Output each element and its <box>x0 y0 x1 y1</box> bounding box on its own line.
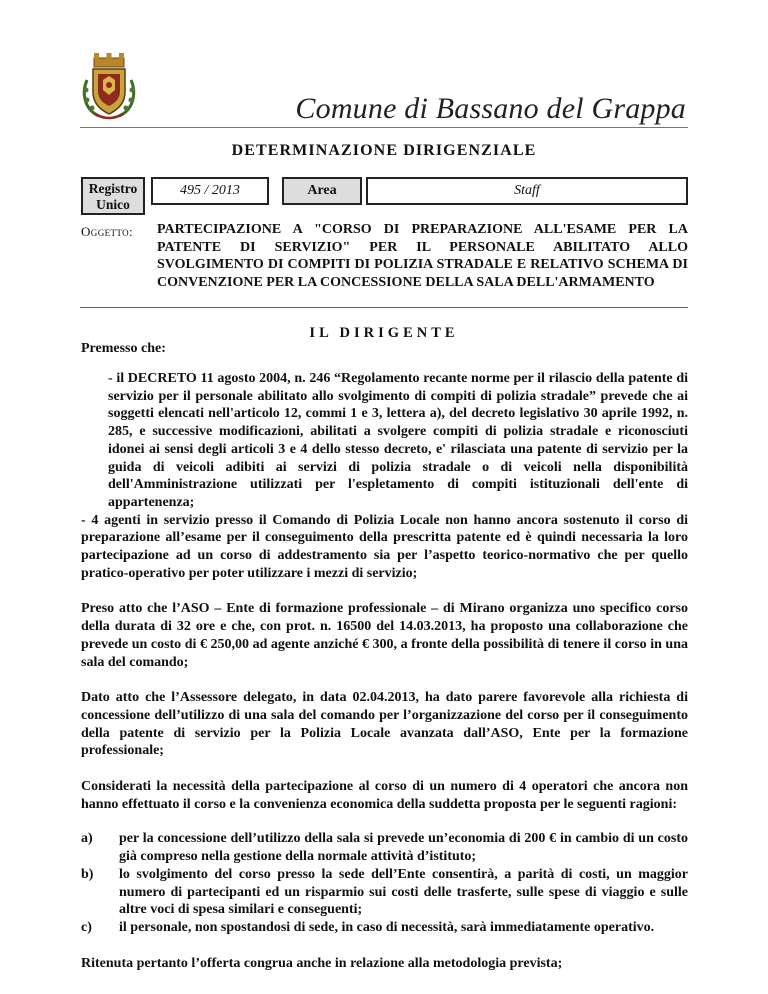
registry-value: 495 / 2013 <box>151 177 269 205</box>
paragraph: Dato atto che l’Assessore delegato, in data 02.04.2013, ha dato parere favorevole alla richiesta di concessione dell’utilizzo di una sala del comando per l’organizzazione del corso per il conseguimento della patente di servizio per la Polizia Locale avanzata dall’ASO, Ente per la formazione professionale; <box>81 690 688 759</box>
coat-of-arms-icon <box>77 50 141 122</box>
paragraph: - il DECRETO 11 agosto 2004, n. 246 “Regolamento recante norme per il rilascio della patente di servizio per il personale abilitato allo svolgimento di compiti di polizia stradale” prevede che ai soggetti elencati nell'articolo 12, commi 1 e 3, lettera a), del decreto legislativo 30 aprile 1992, n. 285, e successive modificazioni, abilitati a svolgere compiti di polizia stradale e riconosciuti idonei ai sensi degli articoli 3 e 4 dello stesso decreto, e' rilasciata una patente di servizio per la guida di veicoli adibiti ai servizi di polizia stradale o di veicoli nella disponibilità dell'Amministrazione utilizzati per l'espletamento di compiti istituzionali dell'ente di appartenenza; <box>108 371 688 510</box>
paragraph: Considerati la necessità della partecipazione al corso di un numero di 4 operatori che ancora non hanno effettuato il corso e la convenienza economica della suddetta proposta per le seguenti ragioni: <box>81 779 688 812</box>
list-marker: c) <box>81 919 92 935</box>
paragraph: Preso atto che l’ASO – Ente di formazione professionale – di Mirano organizza uno specifico corso della durata di 32 ore e che, con prot. n. 16500 del 14.03.2013, ha proposto una collaborazione che prevede un costo di € 250,00 ad agente anziché € 300, a fronte della possibilità di tenere il corso in una sala del comando; <box>81 601 688 670</box>
municipality-name: Comune di Bassano del Grappa <box>295 92 686 125</box>
list-item <box>81 830 688 865</box>
list-item <box>81 919 688 937</box>
subject-label: Oggetto: <box>81 224 134 239</box>
reasons-list <box>81 830 688 936</box>
list-item-text: per la concessione dell’utilizzo della sala si prevede un’economia di 200 € in cambio di un costo già compreso nella gestione della normale attività d’istituto; <box>119 831 688 865</box>
document-type-title: DETERMINAZIONE DIRIGENZIALE <box>231 142 537 159</box>
section-heading: IL DIRIGENTE <box>309 325 459 341</box>
paragraph: - 4 agenti in servizio presso il Comando di Polizia Locale non hanno ancora sostenuto il corso di preparazione all’esame per il conseguimento della prescritta patente ed è quindi necessaria la loro partecipazione ad un corso di addestramento sia per l’aspetto teorico-normativo che per quello pratico-operativo per poter utilizzare i mezzi di servizio; <box>81 512 688 581</box>
list-marker: b) <box>81 866 94 882</box>
list-item-text: lo svolgimento del corso presso la sede dell’Ente consentirà, a parità di costi, un maggior numero di partecipanti ed un risparmio sui costi delle trasferte, sulle spese di viaggio e sulle altre voci di spesa similari e conseguenti; <box>119 866 688 918</box>
list-marker: a) <box>81 831 93 847</box>
registry-label: Registro Unico <box>81 177 145 215</box>
subject-text: PARTECIPAZIONE A "CORSO DI PREPARAZIONE ALL'ESAME PER LA PATENTE DI SERVIZIO" PER IL PERSONALE ABILITATO ALLO SVOLGIMENTO DI COMPITI DI POLIZIA STRADALE E RELATIVO SCHEMA DI CONVENZIONE PER LA CONCESSIONE DELLA SALA DELL'ARMAMENTO <box>157 222 688 290</box>
premesso-heading: Premesso che: <box>81 341 166 356</box>
list-item <box>81 866 688 919</box>
closing-paragraph: Ritenuta pertanto l’offerta congrua anche in relazione alla metodologia prevista; <box>81 955 563 971</box>
list-item-text: il personale, non spostandosi di sede, in caso di necessità, sarà immediatamente operativo. <box>119 919 655 935</box>
subject-divider <box>80 307 688 308</box>
document-body <box>81 370 688 972</box>
header-divider <box>80 127 688 128</box>
area-label: Area <box>282 177 362 205</box>
area-value: Staff <box>366 177 688 205</box>
